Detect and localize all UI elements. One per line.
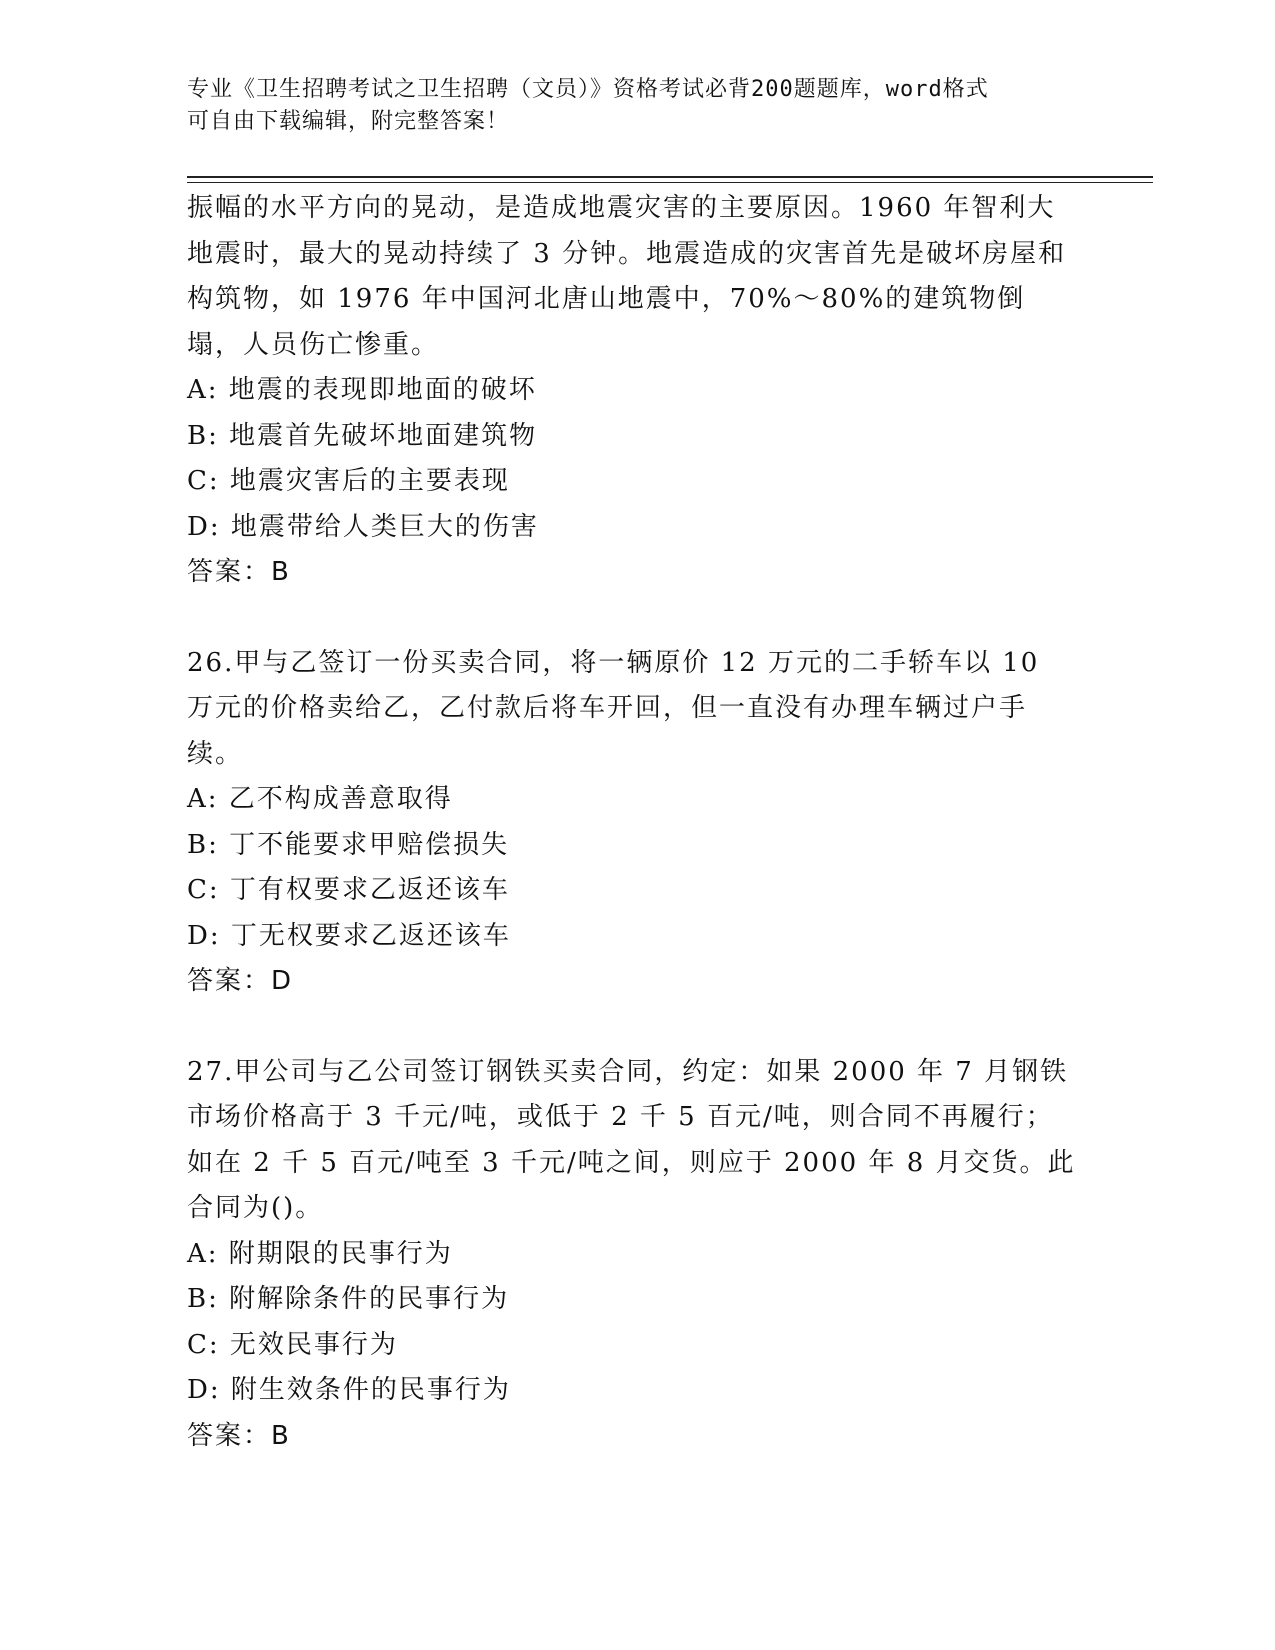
option-d: D: 附生效条件的民事行为 [187, 1375, 511, 1405]
option-d: D: 丁无权要求乙返还该车 [187, 920, 511, 951]
option-b: B: 附解除条件的民事行为 [187, 1284, 510, 1314]
question-text: 26.甲与乙签订一份买卖合同，将一辆原价 12 万元的二手轿车以 10 万元的价格卖给乙，乙付款后将车开回，但一直没有办理车辆过户手续。 [187, 647, 1040, 769]
option-b: B: 地震首先破坏地面建筑物 [187, 420, 538, 451]
question-25 [187, 186, 1077, 596]
option-b: B: 丁不能要求甲赔偿损失 [187, 829, 510, 860]
option-c: C: 丁有权要求乙返还该车 [187, 875, 510, 905]
header-divider-thin [187, 182, 1153, 183]
document-header [187, 74, 1067, 138]
answer: 答案：D [187, 966, 294, 996]
answer: 答案：B [187, 1420, 291, 1451]
option-a: A: 乙不构成善意取得 [187, 784, 453, 814]
option-a: A: 附期限的民事行为 [187, 1238, 453, 1269]
question-text: 振幅的水平方向的晃动，是造成地震灾害的主要原因。1960 年智利大地震时，最大的晃动持续了 3 分钟。地震造成的灾害首先是破坏房屋和构筑物，如 1976 年中国河北唐山地震中，70%～80%的建筑物倒塌，人员伤亡惨重。 [187, 193, 1067, 360]
header-title-line2: 可自由下载编辑，附完整答案！ [187, 109, 510, 134]
option-d: D: 地震带给人类巨大的伤害 [187, 511, 539, 542]
question-text: 27.甲公司与乙公司签订钢铁买卖合同，约定：如果 2000 年 7 月钢铁市场价格高于 3 千元/吨，或低于 2 千 5 百元/吨，则合同不再履行；如在 2 千 5 百元/吨至 3 千元/吨之间，则应于 2000 年 8 月交货。此合同为()。 [187, 1056, 1076, 1223]
question-26 [187, 641, 1077, 1005]
header-title-line1: 专业《卫生招聘考试之卫生招聘（文员）》资格考试必背200题题库，word格式 [187, 77, 989, 102]
option-a: A: 地震的表现即地面的破坏 [187, 375, 537, 405]
option-c: C: 无效民事行为 [187, 1329, 398, 1360]
document-body [187, 186, 1077, 1459]
option-c: C: 地震灾害后的主要表现 [187, 466, 510, 496]
question-27 [187, 1050, 1077, 1460]
header-divider-thick [187, 176, 1153, 178]
answer: 答案：B [187, 557, 291, 587]
